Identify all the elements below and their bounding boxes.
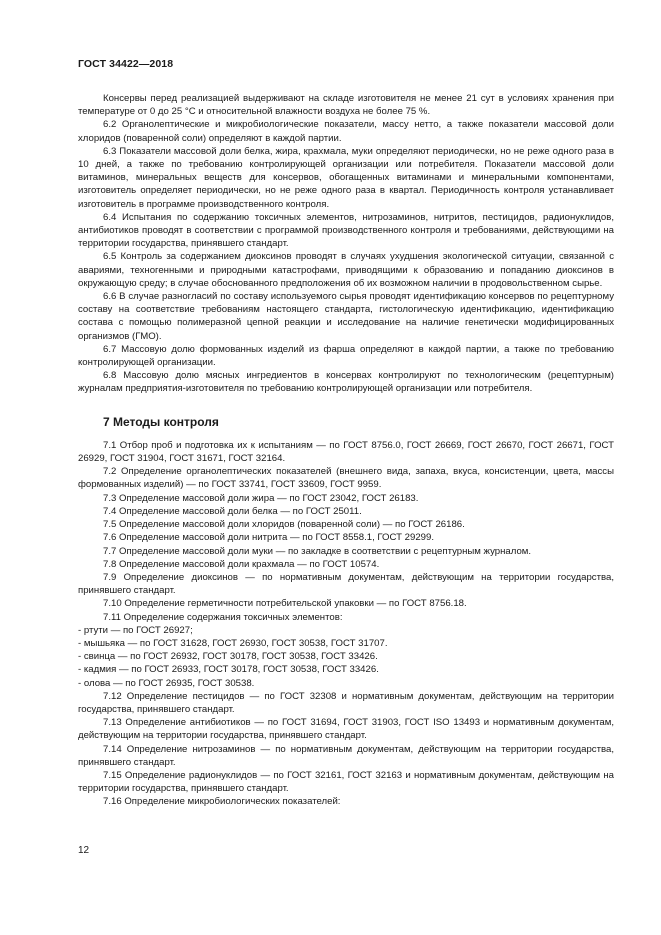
- document-header: ГОСТ 34422—2018: [78, 58, 174, 70]
- paragraph-6-3: 6.3 Показатели массовой доли белка, жира, крахмала, муки определяют периодически, но не реже одного раза в 10 дней, а также по требованию контролирующей организации или потребителя. Показатели массовой доли витаминов, минеральных веществ для консервов, обогащенных витаминами и минеральными компонентами, изготовитель определяет периодически, но не реже одного раза в квартал. Периодичность контроля устанавливает изготовитель в программе производственного контроля.: [78, 145, 614, 210]
- paragraph-6-8: 6.8 Массовую долю мясных ингредиентов в консервах контролируют по технологическим (рецептурным) журналам предприятия-изготовителя по требованию контролирующей организации или потребителя.: [78, 370, 614, 395]
- page-number: 12: [78, 845, 90, 856]
- paragraph-7-3: 7.3 Определение массовой доли жира — по ГОСТ 23042, ГОСТ 26183.: [103, 492, 419, 504]
- paragraph-7-14: 7.14 Определение нитрозаминов — по нормативным документам, действующим на территории государства, принявшего стандарт.: [78, 743, 614, 768]
- paragraph-7-16: 7.16 Определение микробиологических показателей:: [103, 796, 341, 808]
- paragraph-7-6: 7.6 Определение массовой доли нитрита — по ГОСТ 8558.1, ГОСТ 29299.: [103, 532, 435, 544]
- document-body: [78, 92, 614, 809]
- paragraph-7-8: 7.8 Определение массовой доли крахмала — по ГОСТ 10574.: [103, 558, 380, 570]
- paragraph-7-10: 7.10 Определение герметичности потребительской упаковки — по ГОСТ 8756.18.: [103, 598, 467, 610]
- list-item-cadmium: - кадмия — по ГОСТ 26933, ГОСТ 30178, ГОСТ 30538, ГОСТ 33426.: [78, 664, 379, 676]
- paragraph-6-1-cont: Консервы перед реализацией выдерживают на складе изготовителя не менее 21 сут в условиях хранения при температуре от 0 до 25 °С и относительной влажности воздуха не более 75 %.: [78, 93, 614, 118]
- paragraph-6-4: 6.4 Испытания по содержанию токсичных элементов, нитрозаминов, нитритов, пестицидов, радионуклидов, антибиотиков проводят в соответствии с программой производственного контроля и требованиями, действующими на территории государства, принявшего стандарт.: [78, 211, 614, 250]
- list-item-arsenic: - мышьяка — по ГОСТ 31628, ГОСТ 26930, ГОСТ 30538, ГОСТ 31707.: [78, 637, 388, 649]
- paragraph-7-12: 7.12 Определение пестицидов — по ГОСТ 32308 и нормативным документам, действующим на территории государства, принявшего стандарт.: [78, 690, 614, 715]
- paragraph-7-4: 7.4 Определение массовой доли белка — по ГОСТ 25011.: [103, 505, 362, 517]
- paragraph-7-1: 7.1 Отбор проб и подготовка их к испытаниям — по ГОСТ 8756.0, ГОСТ 26669, ГОСТ 26670, ГОСТ 26671, ГОСТ 26929, ГОСТ 31904, ГОСТ 31671, ГОСТ 32164.: [78, 439, 614, 465]
- paragraph-7-13: 7.13 Определение антибиотиков — по ГОСТ 31694, ГОСТ 31903, ГОСТ ISO 13493 и нормативным документам, действующим на территории государства, принявшего стандарт.: [78, 717, 614, 742]
- paragraph-7-2: 7.2 Определение органолептических показателей (внешнего вида, запаха, вкуса, консистенции, цвета, массы формованных изделий) — по ГОСТ 33741, ГОСТ 33609, ГОСТ 9959.: [78, 466, 614, 491]
- paragraph-7-15: 7.15 Определение радионуклидов — по ГОСТ 32161, ГОСТ 32163 и нормативным документам, действующим на территории государства, принявшего стандарт.: [78, 769, 614, 795]
- section-7-heading: 7 Методы контроля: [103, 414, 219, 429]
- paragraph-7-9: 7.9 Определение диоксинов — по нормативным документам, действующим на территории государства, принявшего стандарт.: [78, 571, 614, 597]
- paragraph-7-7: 7.7 Определение массовой доли муки — по закладке в соответствии с рецептурным журналом.: [103, 545, 532, 557]
- list-item-mercury: - ртути — по ГОСТ 26927;: [78, 624, 193, 636]
- paragraph-7-11: 7.11 Определение содержания токсичных элементов:: [103, 611, 343, 623]
- paragraph-6-5: 6.5 Контроль за содержанием диоксинов проводят в случаях ухудшения экологической ситуации, связанной с авариями, техногенными и природными катастрофами, приводящими к образованию и попаданию диоксинов в окружающую среду; в случае обоснованного предположения об их возможном наличии в продовольственном сырье.: [78, 251, 614, 289]
- list-item-lead: - свинца — по ГОСТ 26932, ГОСТ 30178, ГОСТ 30538, ГОСТ 33426.: [78, 651, 378, 663]
- paragraph-7-5: 7.5 Определение массовой доли хлоридов (поваренной соли) — по ГОСТ 26186.: [103, 519, 465, 531]
- paragraph-6-2: 6.2 Органолептические и микробиологические показатели, массу нетто, а также показатели массовой доли хлоридов (поваренной соли) определяют в каждой партии.: [78, 119, 614, 144]
- paragraph-6-7: 6.7 Массовую долю формованных изделий из фарша определяют в каждой партии, а также по требованию контролирующей организации.: [78, 343, 614, 369]
- list-item-tin: - олова — по ГОСТ 26935, ГОСТ 30538.: [78, 677, 255, 689]
- paragraph-6-6: 6.6 В случае разногласий по составу используемого сырья проводят идентификацию консервов по рецептурному составу на соответствие требованиям настоящего стандарта, гистологическую идентификацию, идентификацию состава с помощью полимеразной цепной реакции и исследование на наличие генетически модифицированных организмов (ГМО).: [78, 291, 614, 342]
